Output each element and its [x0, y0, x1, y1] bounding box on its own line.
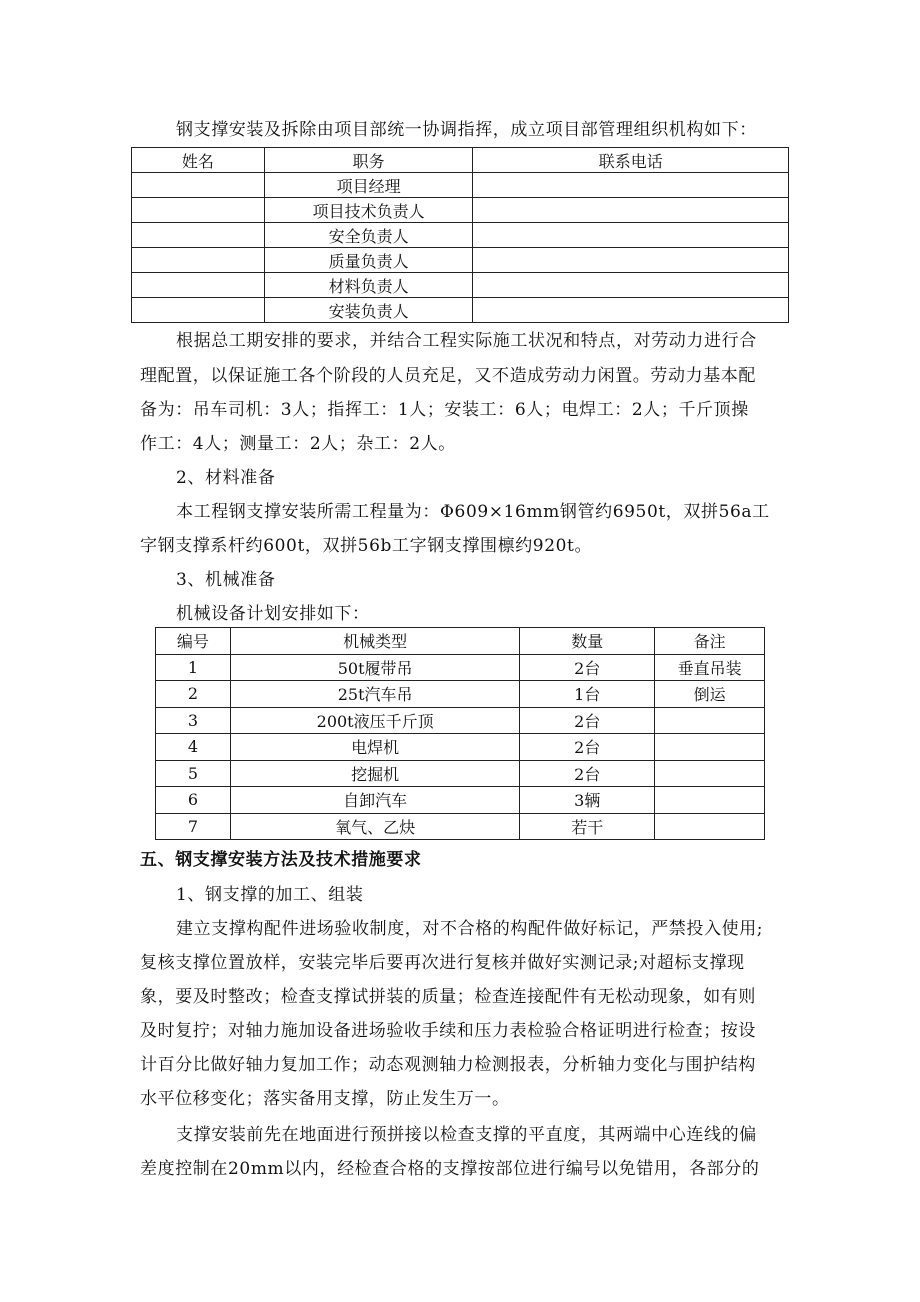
table-row [156, 654, 765, 681]
labor-line-1: 根据总工期安排的要求，并结合工程实际施工状况和特点，对劳动力进行合 [176, 331, 757, 351]
material-line-1: 本工程钢支撑安装所需工程量为：Φ609×16mm钢管约6950t，双拼56a工 [176, 502, 770, 522]
header-number: 编号 [156, 628, 231, 655]
intro-paragraph: 钢支撑安装及拆除由项目部统一协调指挥，成立项目部管理组织机构如下： [176, 120, 757, 140]
cell-remark [655, 734, 765, 761]
cell-name [132, 173, 265, 198]
cell-position: 材料负责人 [264, 273, 473, 298]
cell-name [132, 298, 265, 323]
labor-line-3: 备为：吊车司机：3人；指挥工：1人；安装工：6人；电焊工：2人；千斤顶操 [140, 400, 749, 420]
cell-remark [655, 707, 765, 734]
cell-remark: 垂直吊装 [655, 654, 765, 681]
cell-machine-type: 25t汽车吊 [230, 681, 520, 708]
cell-phone [473, 198, 789, 223]
machine-intro: 机械设备计划安排如下： [176, 604, 370, 624]
cell-phone [473, 248, 789, 273]
cell-machine-type: 电焊机 [230, 734, 520, 761]
cell-quantity: 3辆 [520, 787, 655, 814]
table-row [156, 760, 765, 787]
para1-line-2: 复核支撑位置放样，安装完毕后要再次进行复核并做好实测记录;对超标支撑现 [140, 953, 745, 973]
org-table [131, 147, 789, 323]
cell-machine-type: 挖掘机 [230, 760, 520, 787]
table-row [156, 787, 765, 814]
cell-name [132, 248, 265, 273]
cell-position: 安装负责人 [264, 298, 473, 323]
header-remark: 备注 [655, 628, 765, 655]
sub-1-heading: 1、钢支撑的加工、组装 [176, 885, 364, 905]
para1-line-3: 象，要及时整改；检查支撑试拼装的质量；检查连接配件有无松动现象，如有则 [140, 987, 756, 1007]
material-heading: 2、材料准备 [176, 468, 276, 488]
para1-line-1: 建立支撑构配件进场验收制度，对不合格的构配件做好标记，严禁投入使用; [176, 919, 764, 939]
cell-remark [655, 787, 765, 814]
cell-quantity: 2台 [520, 707, 655, 734]
cell-number: 3 [156, 707, 231, 734]
cell-machine-type: 氧气、乙炔 [230, 813, 520, 840]
cell-quantity: 1台 [520, 681, 655, 708]
cell-number: 2 [156, 681, 231, 708]
cell-number: 6 [156, 787, 231, 814]
labor-line-2: 理配置，以保证施工各个阶段的人员充足，又不造成劳动力闲置。劳动力基本配 [140, 366, 756, 386]
cell-remark [655, 760, 765, 787]
header-position: 职务 [264, 148, 473, 173]
cell-phone [473, 173, 789, 198]
table-row [132, 173, 789, 198]
cell-remark: 倒运 [655, 681, 765, 708]
header-name: 姓名 [132, 148, 265, 173]
cell-number: 5 [156, 760, 231, 787]
cell-quantity: 2台 [520, 734, 655, 761]
material-line-2: 字钢支撑系杆约600t，双拼56b工字钢支撑围檩约920t。 [140, 536, 593, 556]
cell-name [132, 198, 265, 223]
cell-position: 项目技术负责人 [264, 198, 473, 223]
para1-line-4: 及时复拧；对轴力施加设备进场验收手续和压力表检验合格证明进行检查；按设 [140, 1021, 756, 1041]
para2-line-2: 差度控制在20mm以内，经检查合格的支撑按部位进行编号以免错用，各部分的 [140, 1159, 760, 1179]
section-5-heading: 五、钢支撑安装方法及技术措施要求 [140, 850, 422, 870]
cell-position: 项目经理 [264, 173, 473, 198]
table-row [156, 707, 765, 734]
table-row [132, 248, 789, 273]
header-phone: 联系电话 [473, 148, 789, 173]
cell-quantity: 若干 [520, 813, 655, 840]
table-header-row [132, 148, 789, 173]
cell-position: 安全负责人 [264, 223, 473, 248]
cell-quantity: 2台 [520, 654, 655, 681]
labor-line-4: 作工：4人；测量工：2人；杂工：2人。 [140, 434, 456, 454]
machine-table [155, 627, 765, 840]
cell-machine-type: 200t液压千斤顶 [230, 707, 520, 734]
cell-phone [473, 223, 789, 248]
cell-position: 质量负责人 [264, 248, 473, 273]
table-row [132, 223, 789, 248]
table-row [132, 298, 789, 323]
table-row [132, 273, 789, 298]
cell-machine-type: 自卸汽车 [230, 787, 520, 814]
table-row [132, 198, 789, 223]
cell-machine-type: 50t履带吊 [230, 654, 520, 681]
cell-phone [473, 273, 789, 298]
machine-heading: 3、机械准备 [176, 570, 276, 590]
cell-remark [655, 813, 765, 840]
cell-number: 7 [156, 813, 231, 840]
cell-number: 4 [156, 734, 231, 761]
cell-number: 1 [156, 654, 231, 681]
table-row [156, 734, 765, 761]
para1-line-5: 计百分比做好轴力复加工作；动态观测轴力检测报表，分析轴力变化与围护结构 [140, 1055, 756, 1075]
cell-name [132, 273, 265, 298]
para1-line-6: 水平位移变化；落实备用支撑，防止发生万一。 [140, 1089, 510, 1109]
table-header-row [156, 628, 765, 655]
para2-line-1: 支撑安装前先在地面进行预拼接以检查支撑的平直度，其两端中心连线的偏 [176, 1125, 757, 1145]
header-machine-type: 机械类型 [230, 628, 520, 655]
cell-phone [473, 298, 789, 323]
header-quantity: 数量 [520, 628, 655, 655]
cell-quantity: 2台 [520, 760, 655, 787]
cell-name [132, 223, 265, 248]
table-row [156, 681, 765, 708]
table-row [156, 813, 765, 840]
